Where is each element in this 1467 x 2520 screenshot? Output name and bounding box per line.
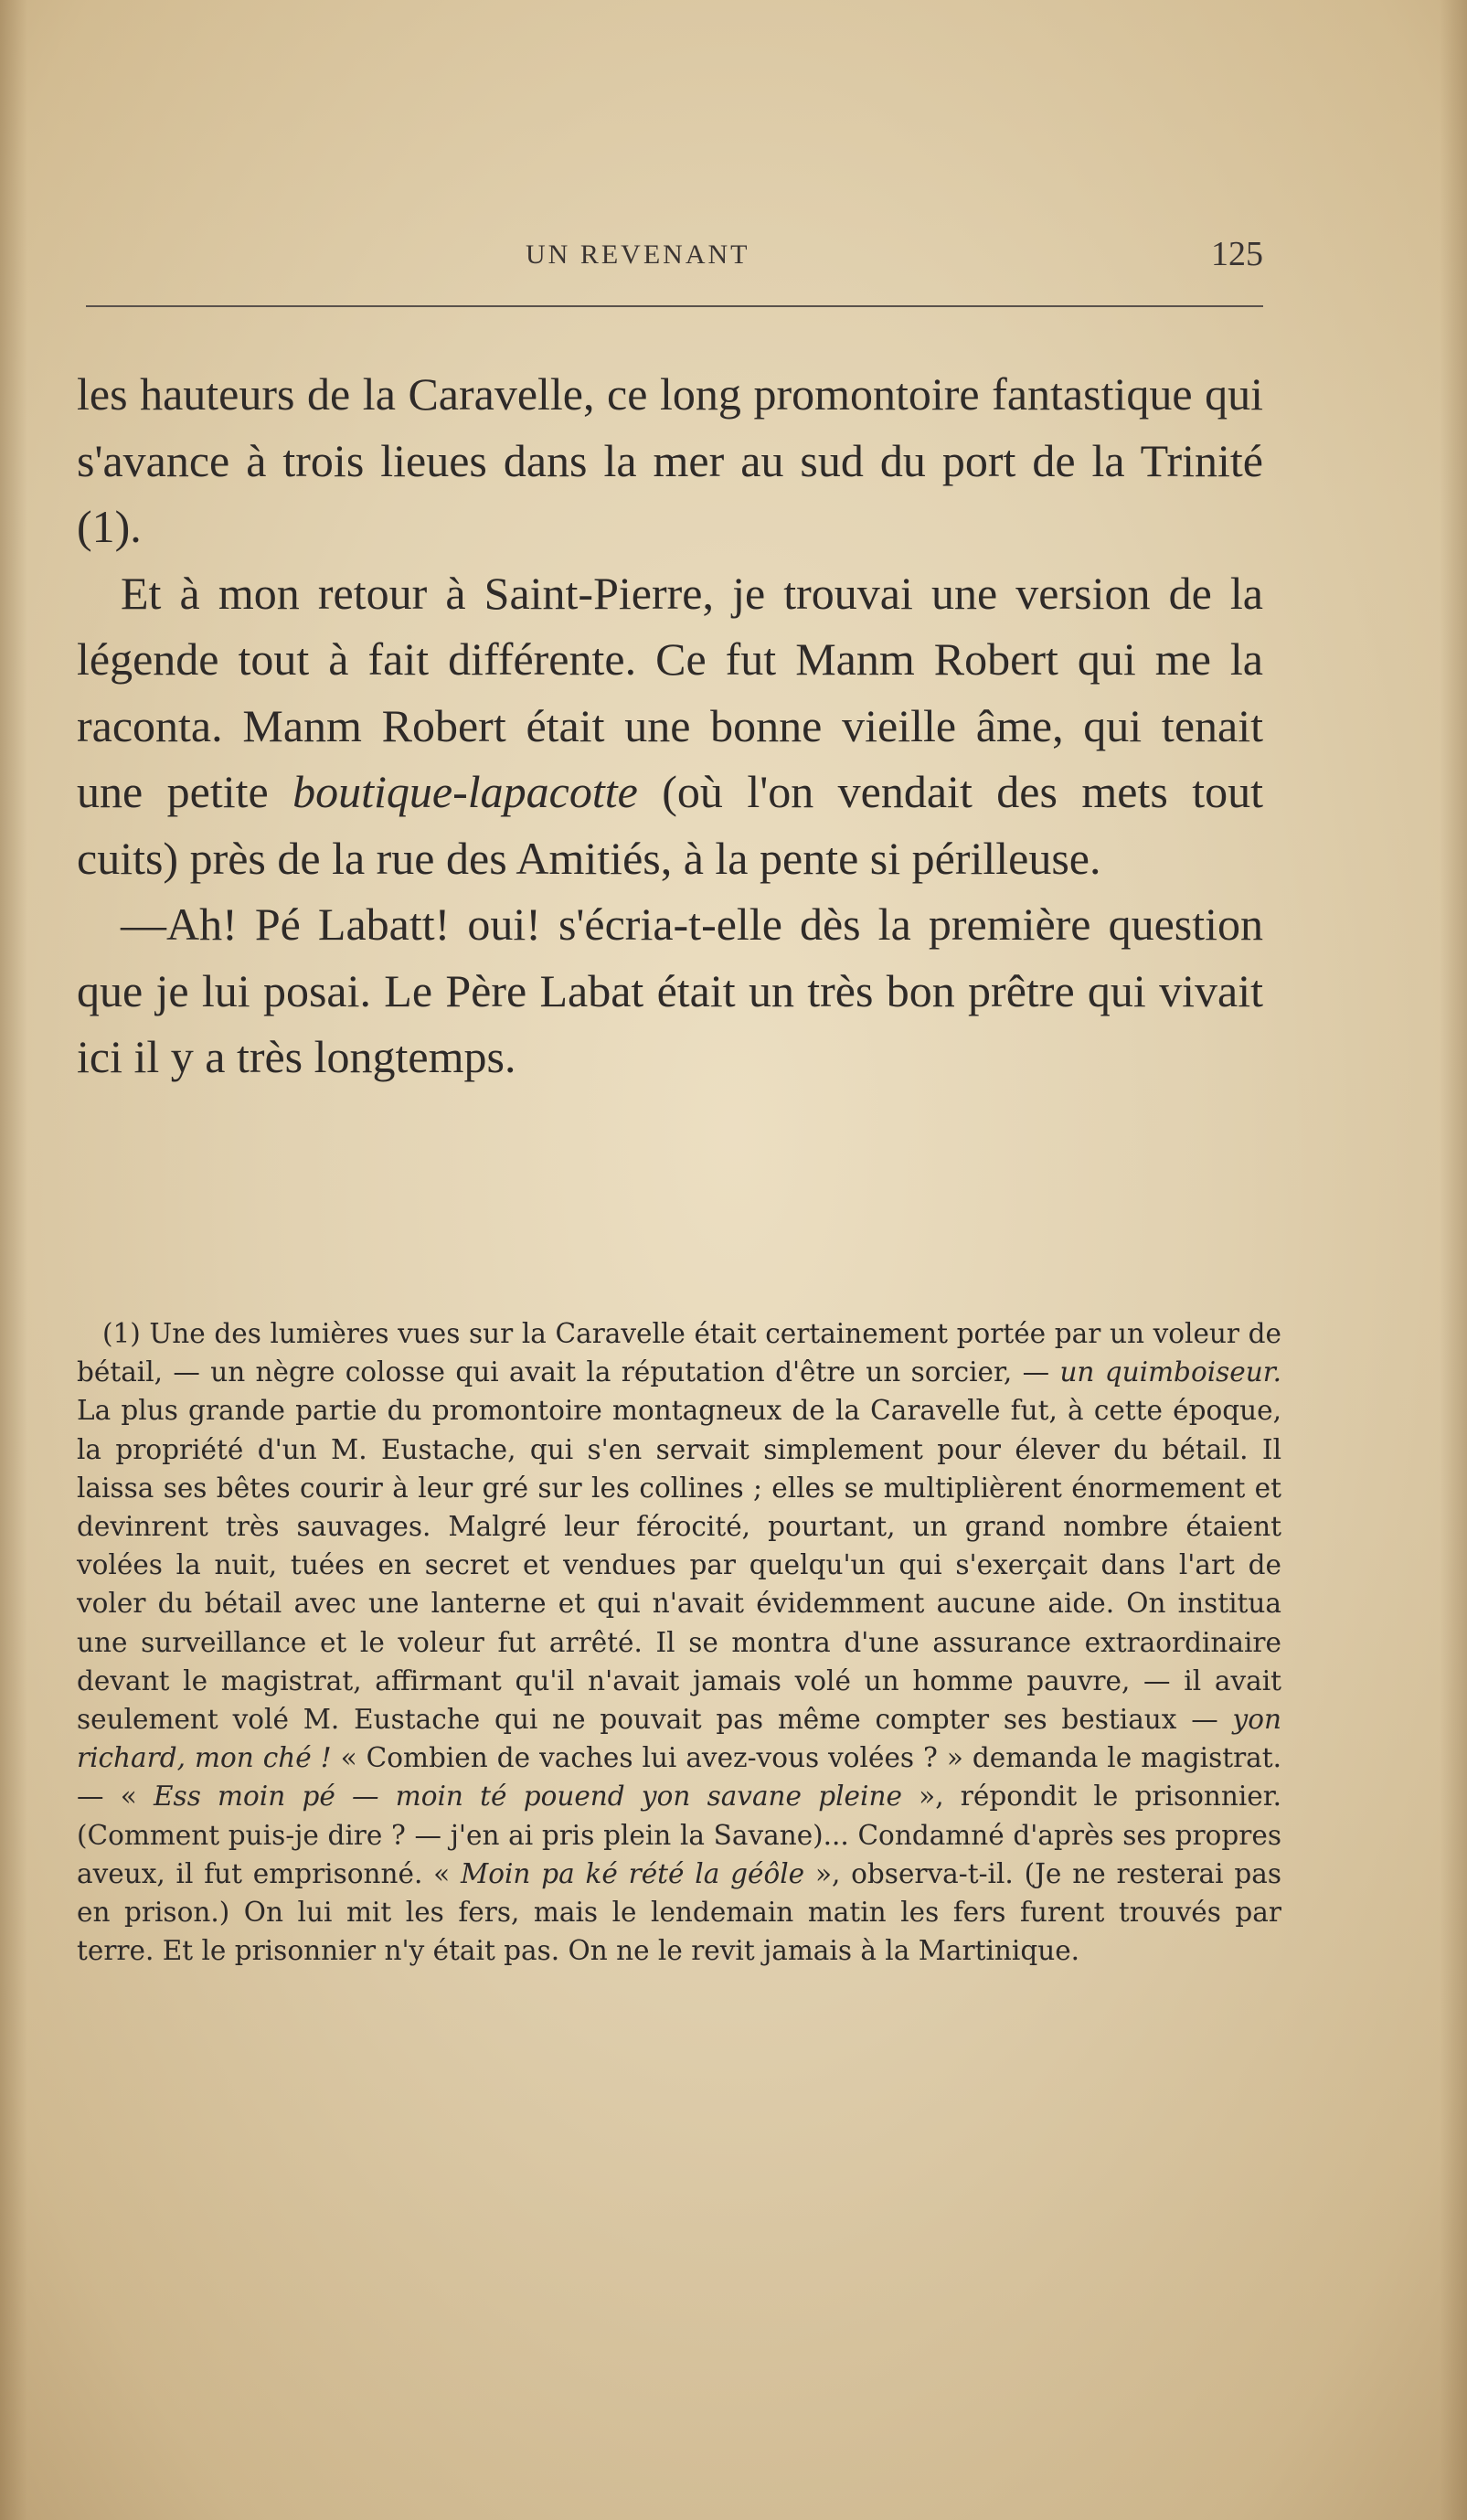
footnote-italic-3: Ess moin pé — moin té pouend yon savane pleine	[154, 1781, 902, 1813]
paragraph-2-start: Et à mon retour à Saint-Pierre, je trouvai une version de la légende tout à fait différente. Ce fut Manm Robert qui me la raconta. Manm Robert était une bonne vieille âme, qui tenait une petite	[77, 567, 1263, 817]
footnote-italic-4: Moin pa ké rété la géôle	[461, 1857, 805, 1889]
page-edge-right	[1440, 0, 1467, 2520]
body-text	[77, 361, 1263, 1090]
paragraph-1: les hauteurs de la Caravelle, ce long promontoire fantastique qui s'avance à trois lieues dans la mer au sud du port de la Trinité (1).	[77, 368, 1263, 552]
paragraph-2	[77, 560, 1263, 892]
footnote-italic-2: yon richard, mon ché !	[77, 1704, 1281, 1774]
paragraph-3: —Ah! Pé Labatt! oui! s'écria-t-elle dès la première question que je lui posai. Le Père Labat était un très bon prêtre qui vivait ici il y a très longtemps.	[77, 898, 1263, 1082]
footnote-seg-3: « Combien de vaches lui avez-vous volées ? » demanda le magistrat. — «	[77, 1742, 1281, 1813]
footnote	[77, 1314, 1281, 1970]
footnote-seg-1: (1) Une des lumières vues sur la Caravelle était certainement portée par un voleur de bétail, — un nègre colosse qui avait la réputation d'être un sorcier, —	[77, 1318, 1281, 1388]
italic-term: boutique-lapacotte	[292, 766, 638, 817]
header-rule	[86, 305, 1263, 307]
page-number: 125	[1211, 235, 1263, 273]
footnote-seg-5: », observa-t-il. (Je ne resterai pas en prison.) On lui mit les fers, mais le lendemain matin les fers furent trouvés par terre. Et le prisonnier n'y était pas. On ne le revit jamais à la Martinique.	[77, 1857, 1281, 1967]
paragraph-2-end: (où l'on vendait des mets tout cuits) près de la rue des Amitiés, à la pente si périlleuse.	[77, 766, 1263, 884]
running-title: UN REVENANT	[526, 239, 750, 270]
footnote-seg-2: La plus grande partie du promontoire montagneux de la Caravelle fut, à cette époque, la propriété d'un M. Eustache, qui s'en servait simplement pour élever du bétail. Il laissa ses bêtes courir à leur gré sur les collines ; elles se multiplièrent énormement et devinrent très sauvages. Malgré leur férocité, pourtant, un grand nombre étaient volées la nuit, tuées en secret et vendues par quelqu'un qui s'exerçait dans l'art de voler du bétail avec une lanterne et qui n'avait évidemment aucune aide. On institua une surveillance et le voleur fut arrêté. Il se montra d'une assurance extraordinaire devant le magistrat, affirmant qu'il n'avait jamais volé un homme pauvre, — il avait seulement volé M. Eustache qui ne pouvait pas même compter ses bestiaux —	[77, 1395, 1281, 1736]
footnote-text	[77, 1314, 1281, 1970]
footnote-italic-1: un quimboiseur.	[1059, 1356, 1281, 1388]
footnote-seg-4: », répondit le prisonnier. (Comment puis-je dire ? — j'en ai pris plein la Savane)... Condamné d'après ses propres aveux, il fut emprisonné. «	[77, 1781, 1281, 1889]
page-edge-left	[0, 0, 27, 2520]
running-header	[77, 235, 1263, 276]
